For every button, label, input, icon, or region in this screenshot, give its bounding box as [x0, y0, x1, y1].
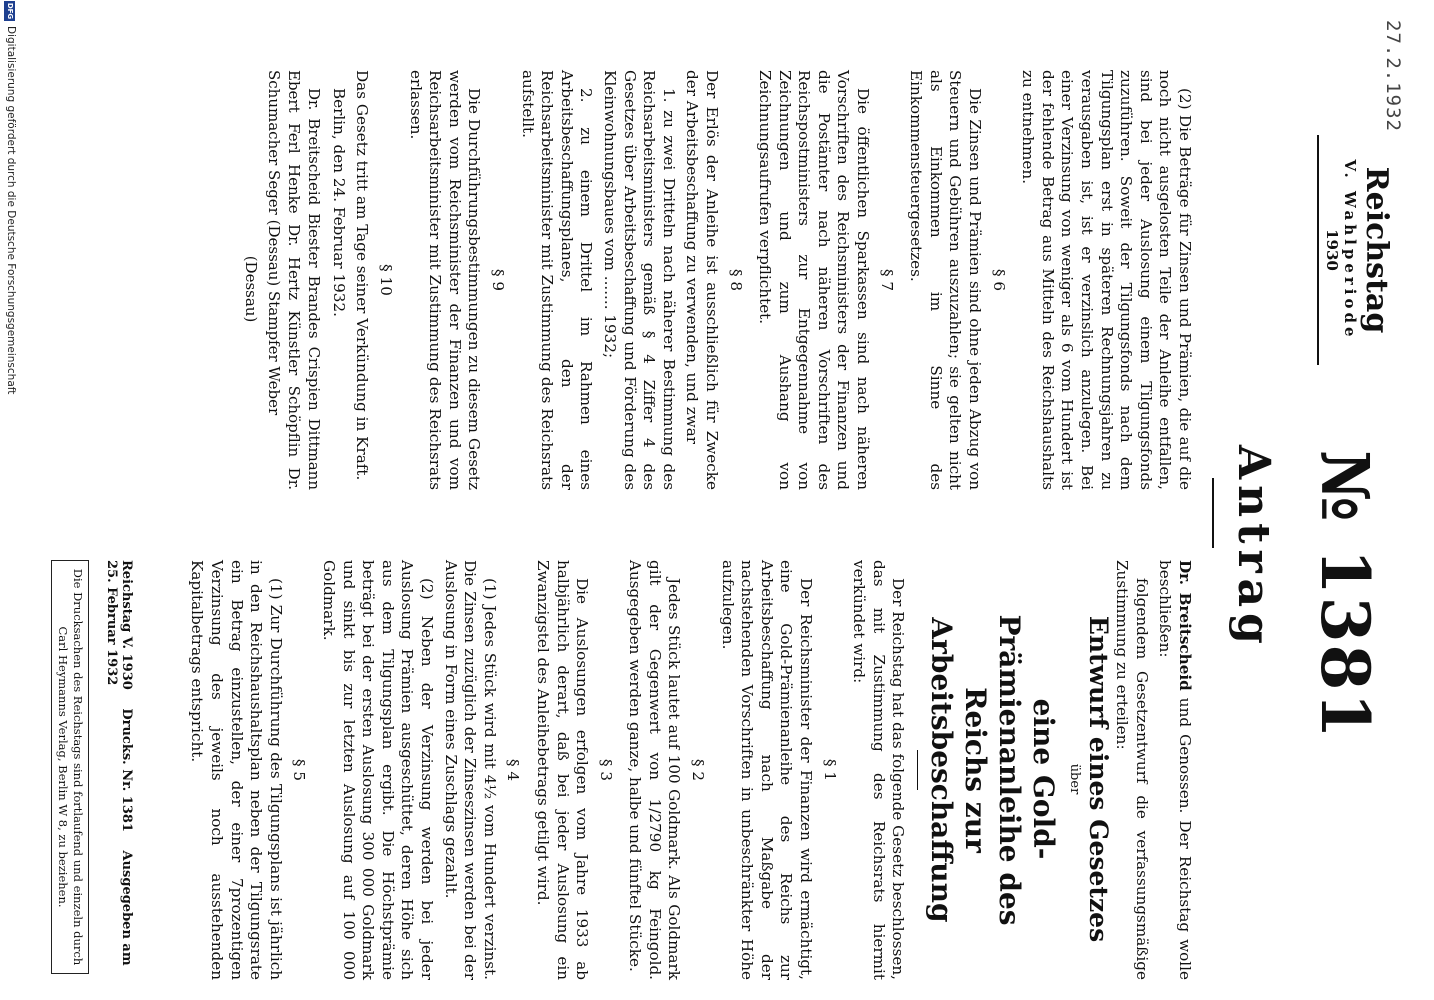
bill-title-ueber: über — [1067, 763, 1083, 795]
section-8-item-1: 1. zu zwei Dritteln nach näherer Bestimmung des Reichsarbeitsministers gemäß § 4 Ziffer 4 des Gesetzes über Arbeitsbeschaffung und Förderung des Kleinwohnungsbaues vom ....... 1932; — [600, 70, 678, 490]
preamble: Der Reichstag hat das folgende Gesetz beschlossen, das mit Zustimmung des Reichsrats hiermit verkündet wird: — [850, 560, 908, 980]
section-5-para-1: (1) Zur Durchführung des Tilgungsplans ist jährlich in den Reichshaushaltsplan neben der Tilgungsrate ein Betrag einzustellen, der einer 7prozentigen Verzinsung des jeweils noch ausstehenden Kapitalbetrags entspricht. — [188, 560, 285, 980]
movers-rest: und Genossen. Der Reichstag wolle beschließen: — [1156, 560, 1194, 980]
movers-name: Dr. Breitscheid — [1176, 560, 1194, 691]
section-3-text: Die Auslosungen erfolgen vom Jahre 1933 ab halbjährlich derart, daß bei jeder Auslosung ein Zwanzigstel des Anleihebetrags getilgt wird. — [533, 560, 592, 980]
text-column-1 — [183, 560, 1194, 980]
document-type: Antrag — [1228, 445, 1279, 650]
section-8-heading: § 8 — [726, 268, 745, 292]
place-date: Berlin, den 24. Februar 1932. — [329, 88, 348, 317]
section-3-heading: § 3 — [596, 758, 615, 782]
period-year: 1930 — [1323, 229, 1341, 271]
intro-paragraph: folgendem Gesetzentwurf die verfassungsmäßige Zustimmung zu erteilen: — [1113, 560, 1151, 980]
section-5-para-2: (2) Die Beträge für Zinsen und Prämien, die auf die noch nicht ausgelosten Teile der Anleihe entfallen, sind bei jeder Auslosung einem Tilgungsfonds zuzuführen. Soweit der Tilgungsfonds nach dem Tilgungsplan erst in späteren Rechnungsjahren zu verausgaben ist, ist er verzinslich anzulegen. Bei einer Verzinsung von weniger als 6 vom Hundert ist der fehlende Betrag aus Mitteln des Reichshaushalts zu entnehmen. — [1019, 70, 1194, 490]
signature-suffix: (Dessau) — [242, 255, 261, 323]
footer-series: Reichstag V. 1930 — [119, 560, 134, 690]
title-rule — [1212, 478, 1214, 548]
section-6-text: Die Zinsen und Prämien sind ohne jeden Abzug von Steuern und Gebühren auszuzahlen; sie gelten nicht als Einkommen im Sinne des Einkommensteuergesetzes. — [907, 70, 985, 490]
section-7-text: Die öffentlichen Sparkassen sind nach näheren Vorschriften des Reichsministers der Finanzen und die Postämter nach näheren Vorschriften des Reichspostministers zur Entgegennahme von Zeichnungen und zum Aushang von Zeichnungsaufrufen verpflichtet. — [756, 70, 873, 490]
section-6-heading: § 6 — [989, 268, 1008, 292]
footer-drucksache: Drucks. Nr. 1381 — [119, 708, 134, 832]
footer-issued: Ausgegeben am 25. Februar 1932 — [104, 560, 134, 966]
bill-subject: eine Gold-Prämienanleihe des Reichs zur Arbeitsbeschaffung — [925, 614, 1061, 926]
document-footer — [104, 560, 134, 990]
dfg-logo: DFG — [6, 2, 14, 20]
section-4-para-1: (1) Jedes Stück wird mit 4½ vom Hundert verzinst. Die Zinsen zuzüglich der Zinseszinsen werden bei der Auslosung in Form eines Zuschlags gezahlt. — [441, 560, 499, 980]
section-1-heading: § 1 — [820, 758, 839, 782]
bill-title: Entwurf eines Gesetzes — [1083, 615, 1113, 943]
section-8-intro: Der Erlös der Anleihe ist ausschließlich für Zwecke der Arbeitsbeschaffung zu verwenden, und zwar — [683, 70, 721, 490]
signatures: Dr. Breitscheid Biester Brandes Crispien Dittmann Ebert Ferl Henke Dr. Hertz Künstler Schöpflin Dr. Schumacher Seger (Dessau) Stampfer Weber — [265, 70, 324, 490]
section-4-heading: § 4 — [504, 758, 523, 782]
received-date-stamp: 27.2.1932 — [1382, 20, 1404, 132]
section-10-heading: § 10 — [377, 264, 396, 296]
section-8-item-2: 2. zu einem Drittel im Rahmen eines Arbeitsbeschaffungsplanes, den der Reichsarbeitsminister mit Zustimmung des Reichsrats aufstellt. — [518, 70, 596, 490]
digitization-text: Digitalisierung gefördert durch die Deutsche Forschungsgemeinschaft — [5, 26, 17, 395]
digitization-credit — [5, 0, 17, 1000]
text-column-2 — [237, 70, 1194, 490]
section-10-text: Das Gesetz tritt am Tage seiner Verkündung in Kraft. — [353, 70, 372, 481]
section-2-text: Jedes Stück lautet auf 100 Goldmark. Als Goldmark gilt der Gegenwert von 1/2790 kg Feingold. Ausgegeben werden ganze, halbe und fünftel Stücke. — [626, 560, 684, 980]
header-rule — [1317, 135, 1319, 365]
legislative-period: V. Wahlperiode — [1341, 159, 1359, 341]
publisher-note: Die Drucksachen des Reichstags sind fortlaufend und einzeln durch Carl Heymanns Verlag, Berlin W 8, zu beziehen. — [51, 560, 89, 974]
section-5-heading: § 5 — [290, 758, 309, 782]
section-9-heading: § 9 — [489, 268, 507, 292]
parliament-name: Reichstag — [1359, 166, 1394, 334]
section-7-heading: § 7 — [877, 268, 896, 292]
section-4-para-2: (2) Neben der Verzinsung werden bei jeder Auslosung Prämien ausgeschüttet, deren Höhe sich aus dem Tilgungsplan ergibt. Die Höchstprämie beträgt bei der ersten Auslosung 300 000 Goldmark und sinkt bis zur letzten Auslosung auf 100 000 Goldmark. — [320, 560, 436, 980]
document-number: № 1381 — [1306, 450, 1384, 741]
section-9-text: Die Durchführungsbestimmungen zu diesem Gesetz werden vom Reichsminister der Finanzen und vom Reichsarbeitsminister mit Zustimmung des Reichsrats erlassen. — [406, 70, 484, 490]
section-1-text: Der Reichsminister der Finanzen wird ermächtigt, eine Gold-Prämienanleihe des Reichs zur Arbeitsbeschaffung nach Maßgabe der nachstehenden Vorschriften in unbeschränkter Höhe aufzulegen. — [718, 560, 816, 980]
title-divider — [917, 750, 918, 790]
movers-paragraph — [1155, 560, 1194, 980]
section-2-heading: § 2 — [689, 758, 708, 782]
reichstag-header — [1317, 130, 1394, 370]
